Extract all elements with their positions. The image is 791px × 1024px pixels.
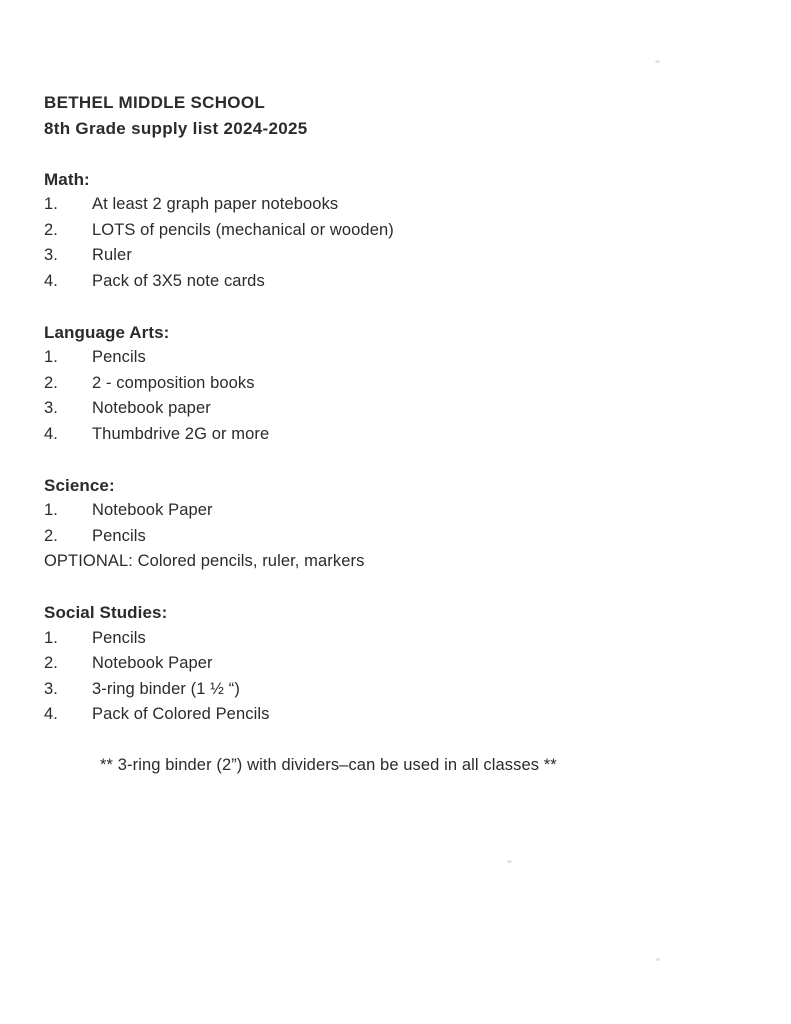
- list-item-text: Thumbdrive 2G or more: [92, 424, 270, 443]
- list-item-number: 2.: [44, 373, 58, 392]
- list-item-number: 3.: [44, 246, 58, 264]
- section-items: [44, 626, 704, 728]
- school-name: BETHEL MIDDLE SCHOOL: [44, 93, 266, 112]
- supply-section: [44, 320, 704, 448]
- list-item-text: At least 2 graph paper notebooks: [92, 195, 339, 213]
- list-item-text: Pack of Colored Pencils: [92, 705, 270, 723]
- list-item: [44, 651, 704, 677]
- list-item: [44, 626, 704, 652]
- sections-container: [44, 167, 704, 728]
- list-item: [44, 243, 704, 269]
- title-block: [44, 90, 704, 141]
- list-item: [44, 702, 704, 728]
- list-item-text: Notebook Paper: [92, 501, 213, 519]
- list-item-number: 4.: [44, 705, 58, 723]
- supply-section: [44, 473, 704, 575]
- list-item-number: 4.: [44, 271, 58, 290]
- list-item-text: LOTS of pencils (mechanical or wooden): [92, 220, 394, 239]
- section-items: [44, 345, 704, 447]
- list-item-text: Notebook Paper: [92, 654, 213, 672]
- section-heading: Science:: [44, 475, 115, 495]
- section-optional-note: OPTIONAL: Colored pencils, ruler, markers: [44, 552, 365, 570]
- list-item-number: 2.: [44, 526, 58, 545]
- list-item-text: 3-ring binder (1 ½ “): [92, 679, 240, 698]
- list-item: [44, 345, 704, 371]
- section-items: [44, 498, 704, 575]
- supply-list-subtitle: 8th Grade supply list 2024-2025: [44, 118, 308, 138]
- section-heading: Language Arts:: [44, 322, 170, 342]
- list-item-number: 1.: [44, 195, 58, 213]
- list-item-text: Notebook paper: [92, 399, 211, 417]
- supply-section: [44, 600, 704, 728]
- list-item-text: Pack of 3X5 note cards: [92, 271, 265, 290]
- footnote: ** 3-ring binder (2”) with dividers–can be used in all classes **: [100, 756, 557, 774]
- list-item-number: 3.: [44, 679, 58, 698]
- list-item-number: 1.: [44, 501, 58, 519]
- list-item-number: 2.: [44, 220, 58, 239]
- list-item-number: 4.: [44, 424, 58, 443]
- list-item: [44, 396, 704, 422]
- list-item: [44, 422, 704, 448]
- scan-artifact: [655, 60, 660, 63]
- list-item: [44, 498, 704, 524]
- list-item: [44, 524, 704, 550]
- list-item-text: Pencils: [92, 526, 146, 545]
- list-item-number: 2.: [44, 654, 58, 672]
- list-item: [44, 218, 704, 244]
- supply-section: [44, 167, 704, 295]
- list-item: [44, 371, 704, 397]
- list-item-number: 1.: [44, 348, 58, 366]
- list-item: [44, 677, 704, 703]
- scan-artifact: [656, 958, 660, 961]
- section-heading: Social Studies:: [44, 603, 168, 622]
- page-content: [44, 90, 704, 779]
- list-item-number: 1.: [44, 628, 58, 647]
- list-item-text: Pencils: [92, 628, 146, 647]
- section-heading: Math:: [44, 169, 90, 189]
- list-item-text: Ruler: [92, 246, 132, 264]
- list-item-number: 3.: [44, 399, 58, 417]
- list-item: [44, 269, 704, 295]
- scan-artifact: [507, 860, 512, 863]
- list-item-text: 2 - composition books: [92, 373, 255, 392]
- section-items: [44, 192, 704, 294]
- list-item: [44, 192, 704, 218]
- list-item-text: Pencils: [92, 348, 146, 366]
